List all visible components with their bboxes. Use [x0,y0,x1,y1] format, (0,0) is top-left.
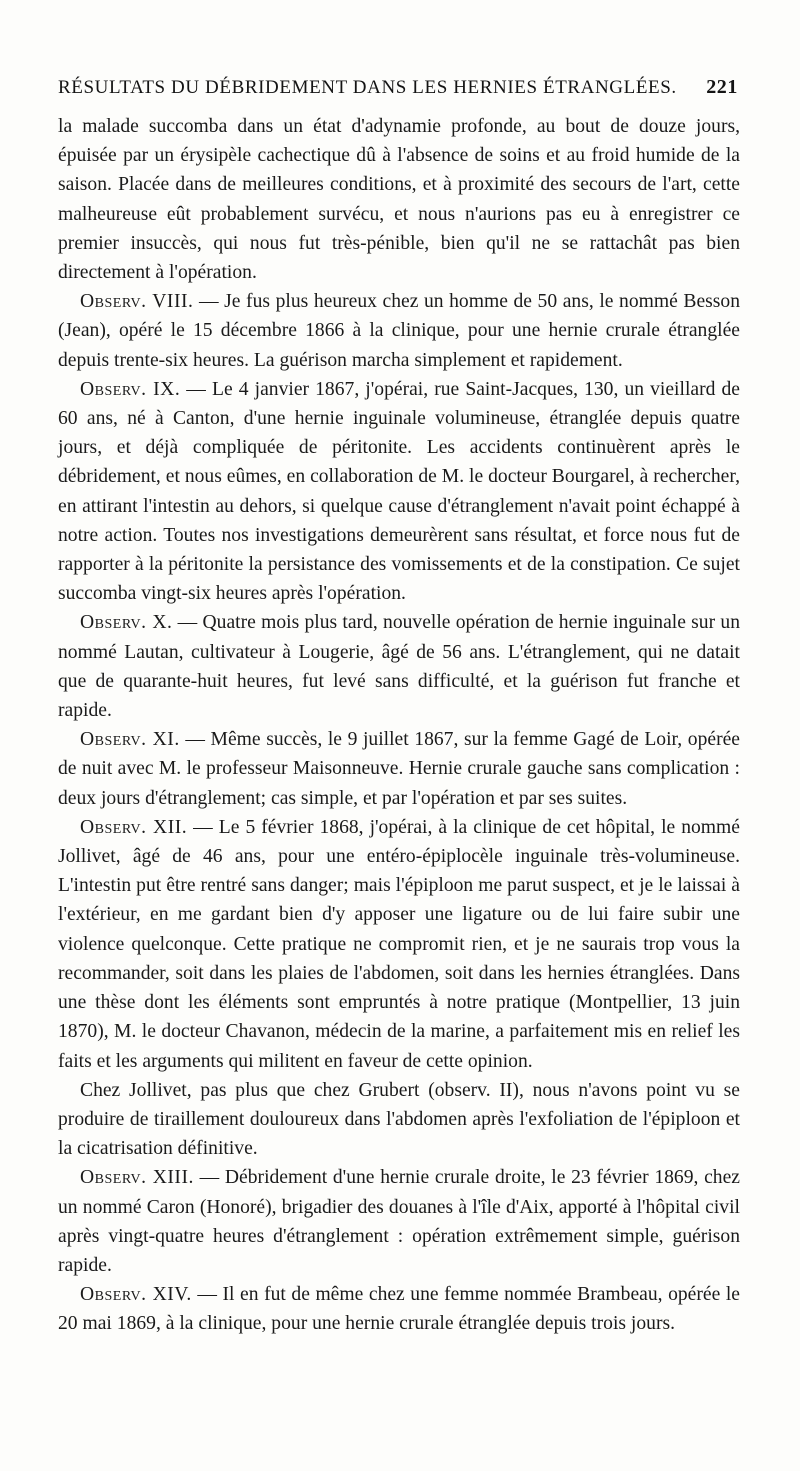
paragraph-continuation [58,112,740,287]
observation-heading: Observ. XIV. [80,1284,192,1306]
paragraph-text: — Quatre mois plus tard, nouvelle opération de hernie inguinale sur un nommé Lautan, cultivateur à Lougerie, âgé de 56 ans. L'étranglement, qui ne datait que de quarante-huit heures, fut levé sans difficulté, et la guérison fut franche et rapide. [58,612,740,722]
running-title: RÉSULTATS DU DÉBRIDEMENT DANS LES HERNIES ÉTRANGLÉES. [58,77,677,98]
observation-xii [58,813,740,1076]
paragraph-jollivet-note [58,1076,740,1164]
observation-xi [58,725,740,813]
paragraph-text: — Je fus plus heureux chez un homme de 50 ans, le nommé Besson (Jean), opéré le 15 décembre 1866 à la clinique, pour une hernie crurale étranglée depuis trente-six heures. La guérison marcha simplement et rapidement. [58,291,741,371]
paragraph-text: — Même succès, le 9 juillet 1867, sur la femme Gagé de Loir, opérée de nuit avec M. le professeur Maisonneuve. Hernie crurale gauche sans complication : deux jours d'étranglement; cas simple, et par l'opération et par ses suites. [58,729,740,809]
observation-heading: Observ. XIII. [80,1167,194,1189]
body-text [58,112,740,1339]
paragraph-text: — Il en fut de même chez une femme nommée Brambeau, opérée le 20 mai 1869, à la clinique, pour une hernie crurale étranglée depuis trois jours. [58,1284,740,1335]
page-number: 221 [706,76,738,98]
observation-ix [58,375,740,609]
observation-heading: Observ. XI. [80,729,180,751]
observation-heading: Observ. VIII. [80,291,194,313]
observation-xiii [58,1163,740,1280]
observation-heading: Observ. IX. [80,378,181,400]
observation-heading: Observ. X. [80,612,173,634]
observation-x [58,608,740,725]
paragraph-text: — Le 4 janvier 1867, j'opérai, rue Saint-Jacques, 130, un vieillard de 60 ans, né à Canton, d'une hernie inguinale volumineuse, étranglée depuis quatre jours, et déjà compliquée de péritonite. Les accidents continuèrent après le débridement, et nous eûmes, en collaboration de M. le docteur Bourgarel, à rechercher, en attirant l'intestin au dehors, si quelque cause d'étranglement n'avait point échappé à notre action. Toutes nos investigations demeurèrent sans résultat, et force nous fut de rapporter à la péritonite la persistance des vomissements et de la constipation. Ce sujet succomba vingt-six heures après l'opération. [58,378,740,605]
observation-viii [58,287,740,375]
paragraph-text: Chez Jollivet, pas plus que chez Grubert (observ. II), nous n'avons point vu se produire de tiraillement douloureux dans l'abdomen après l'exfoliation de l'épiploon et la cicatrisation définitive. [58,1079,740,1160]
running-header [58,76,738,100]
observation-xiv [58,1280,740,1338]
paragraph-text: la malade succomba dans un état d'adynamie profonde, au bout de douze jours, épuisée par un érysipèle cachectique dû à l'absence de soins et au froid humide de la saison. Placée dans de meilleures conditions, et à proximité des secours de l'art, cette malheureuse eût probablement survécu, et nous n'aurions pas eu à enregistrer ce premier insuccès, qui nous fut très-pénible, bien qu'il ne se rattachât pas bien directement à l'opération. [58,116,740,284]
observation-heading: Observ. XII. [80,816,188,838]
paragraph-text: — Le 5 février 1868, j'opérai, à la clinique de cet hôpital, le nommé Jollivet, âgé de 46 ans, pour une entéro-épiplocèle inguinale très-volumineuse. L'intestin put être rentré sans danger; mais l'épiploon me parut suspect, et je le laissai à l'extérieur, en me gardant bien d'y apposer une ligature ou de lui faire subir une violence quelconque. Cette pratique ne compromit rien, et je ne saurais trop vous la recommander, soit dans les plaies de l'abdomen, soit dans les hernies étranglées. Dans une thèse dont les éléments sont empruntés à notre pratique (Montpellier, 13 juin 1870), M. le docteur Chavanon, médecin de la marine, a parfaitement mis en relief les faits et les arguments qui militent en faveur de cette opinion. [58,816,740,1072]
paragraph-text: — Débridement d'une hernie crurale droite, le 23 février 1869, chez un nommé Caron (Honoré), brigadier des douanes à l'île d'Aix, apporté à l'hôpital civil après vingt-quatre heures d'étranglement : opération extrêmement simple, guérison rapide. [58,1167,741,1276]
